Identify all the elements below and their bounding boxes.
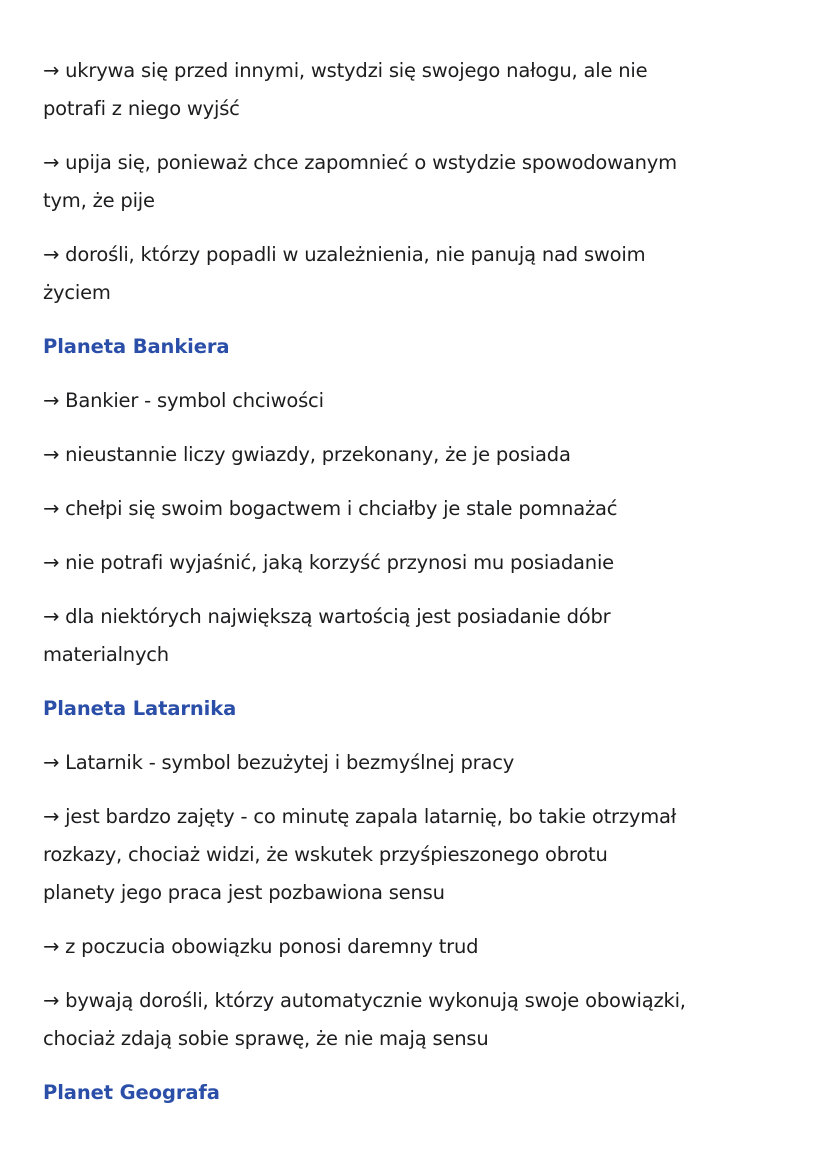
section-heading: Planet Geografa	[43, 1081, 220, 1104]
bullet-text-line: → Bankier - symbol chciwości	[43, 389, 324, 412]
bullet-text-line: → dla niektórych największą wartością jest posiadanie dóbr	[43, 605, 611, 628]
bullet-text-line: potrafi z niego wyjść	[43, 97, 240, 120]
bullet-text-line: → jest bardzo zajęty - co minutę zapala latarnię, bo takie otrzymał	[43, 805, 677, 828]
bullet-text-line: rozkazy, chociaż widzi, że wskutek przyśpieszonego obrotu	[43, 843, 608, 866]
bullet-text-line: materialnych	[43, 643, 169, 666]
bullet-text-line: tym, że pije	[43, 189, 155, 212]
bullet-item	[43, 928, 803, 966]
bullet-item	[43, 436, 803, 474]
bullet-text-line: → z poczucia obowiązku ponosi daremny trud	[43, 935, 479, 958]
bullet-text-line: życiem	[43, 281, 111, 304]
document-page	[43, 52, 803, 1128]
bullet-item	[43, 52, 803, 128]
bullet-item	[43, 544, 803, 582]
bullet-text-line: → bywają dorośli, którzy automatycznie wykonują swoje obowiązki,	[43, 989, 686, 1012]
bullet-item	[43, 382, 803, 420]
bullet-item	[43, 490, 803, 528]
bullet-item	[43, 798, 803, 912]
bullet-item	[43, 744, 803, 782]
bullet-item	[43, 982, 803, 1058]
bullet-text-line: → nie potrafi wyjaśnić, jaką korzyść przynosi mu posiadanie	[43, 551, 614, 574]
bullet-text-line: chociaż zdają sobie sprawę, że nie mają sensu	[43, 1027, 489, 1050]
bullet-text-line: → chełpi się swoim bogactwem i chciałby je stale pomnażać	[43, 497, 618, 520]
bullet-item	[43, 598, 803, 674]
bullet-text-line: → dorośli, którzy popadli w uzależnienia, nie panują nad swoim	[43, 243, 646, 266]
bullet-item	[43, 236, 803, 312]
bullet-text-line: planety jego praca jest pozbawiona sensu	[43, 881, 445, 904]
bullet-item	[43, 144, 803, 220]
bullet-text-line: → upija się, ponieważ chce zapomnieć o wstydzie spowodowanym	[43, 151, 677, 174]
bullet-text-line: → Latarnik - symbol bezużytej i bezmyślnej pracy	[43, 751, 515, 774]
bullet-text-line: → nieustannie liczy gwiazdy, przekonany, że je posiada	[43, 443, 571, 466]
section-heading: Planeta Latarnika	[43, 697, 237, 720]
bullet-text-line: → ukrywa się przed innymi, wstydzi się swojego nałogu, ale nie	[43, 59, 648, 82]
section-heading: Planeta Bankiera	[43, 335, 230, 358]
